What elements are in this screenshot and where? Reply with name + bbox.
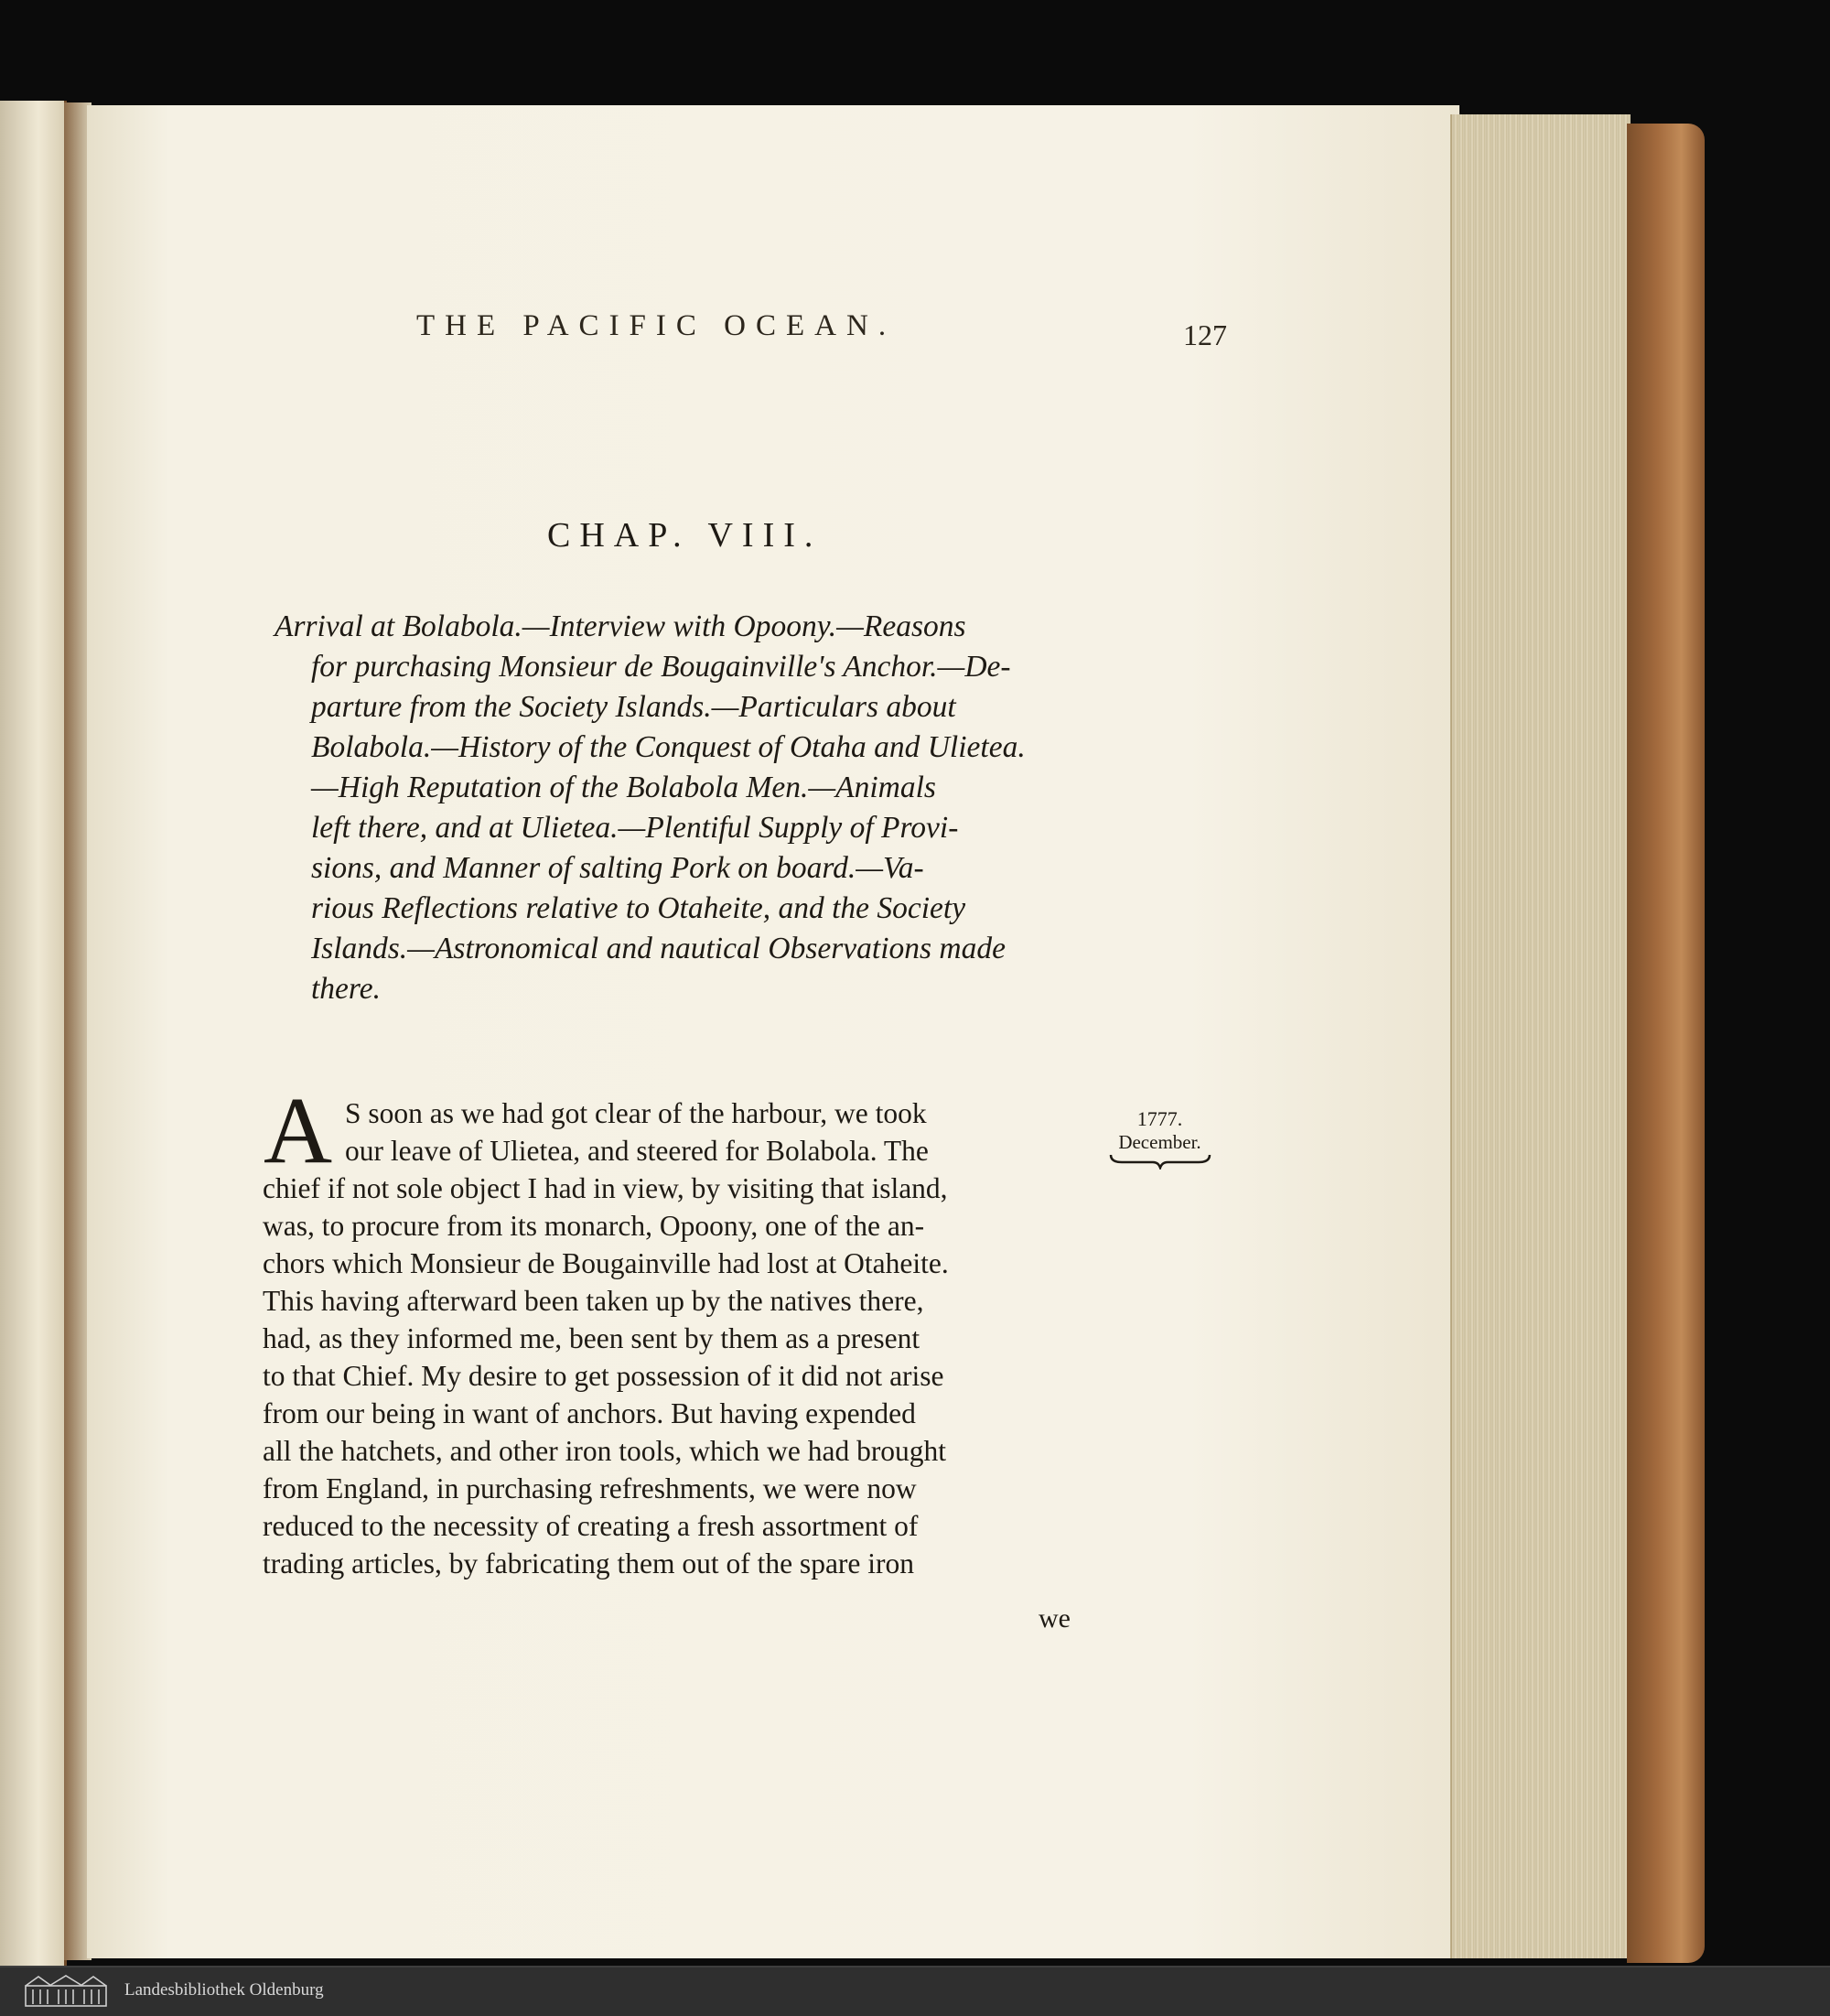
summary-line: there. xyxy=(311,972,381,1006)
body-line: This having afterward been taken up by the natives there, xyxy=(263,1285,924,1317)
body-line: was, to procure from its monarch, Opoony, one of the an- xyxy=(263,1210,925,1242)
curly-brace-icon xyxy=(1109,1153,1211,1170)
summary-line: left there, and at Ulietea.—Plentiful Supply of Provi- xyxy=(311,811,959,845)
summary-line: —High Reputation of the Bolabola Men.—Animals xyxy=(311,771,936,804)
body-line: trading articles, by fabricating them out of the spare iron xyxy=(263,1547,915,1579)
library-name: Landesbibliothek Oldenburg xyxy=(124,1980,324,2000)
body-line: chief if not sole object I had in view, by visiting that island, xyxy=(263,1172,948,1204)
chapter-title: CHAP. VIII. xyxy=(547,516,823,555)
margin-month: December. xyxy=(1118,1131,1201,1153)
summary-line: Bolabola.—History of the Conquest of Otaha and Ulietea. xyxy=(311,730,1026,764)
body-line: S soon as we had got clear of the harbour, we took xyxy=(345,1097,927,1129)
summary-line: parture from the Society Islands.—Particulars about xyxy=(311,690,956,724)
margin-year: 1777. xyxy=(1136,1107,1183,1130)
body-line: to that Chief. My desire to get possession of it did not arise xyxy=(263,1360,944,1392)
body-line: chors which Monsieur de Bougainville had lost at Otaheite. xyxy=(263,1247,949,1279)
page-fore-edge xyxy=(1450,114,1631,1958)
body-line: had, as they informed me, been sent by them as a present xyxy=(263,1322,920,1354)
footer-bar xyxy=(0,1966,1830,2016)
leather-cover xyxy=(1627,124,1705,1963)
page-number: 127 xyxy=(1183,318,1227,351)
body-line: all the hatchets, and other iron tools, which we had brought xyxy=(263,1435,947,1467)
drop-cap: A xyxy=(264,1078,333,1183)
summary-line: rious Reflections relative to Otaheite, and the Society xyxy=(311,891,966,925)
body-line: our leave of Ulietea, and steered for Bolabola. The xyxy=(345,1135,929,1167)
summary-line: Islands.—Astronomical and nautical Observations made xyxy=(311,932,1006,965)
body-line: reduced to the necessity of creating a fresh assortment of xyxy=(263,1510,919,1542)
summary-line: Arrival at Bolabola.—Interview with Opoony.—Reasons xyxy=(274,609,966,643)
library-building-icon xyxy=(22,1973,110,2010)
margin-date-note xyxy=(1103,1107,1217,1170)
catchword: we xyxy=(1039,1603,1071,1633)
body-line: from our being in want of anchors. But having expended xyxy=(263,1397,916,1429)
body-line: from England, in purchasing refreshments, we were now xyxy=(263,1472,917,1504)
left-page-edge xyxy=(0,101,67,1966)
summary-line: for purchasing Monsieur de Bougainville's Anchor.—De- xyxy=(311,650,1011,684)
book-page xyxy=(87,105,1459,1958)
running-head: THE PACIFIC OCEAN. xyxy=(416,309,897,342)
summary-line: sions, and Manner of salting Pork on board.—Va- xyxy=(311,851,924,885)
